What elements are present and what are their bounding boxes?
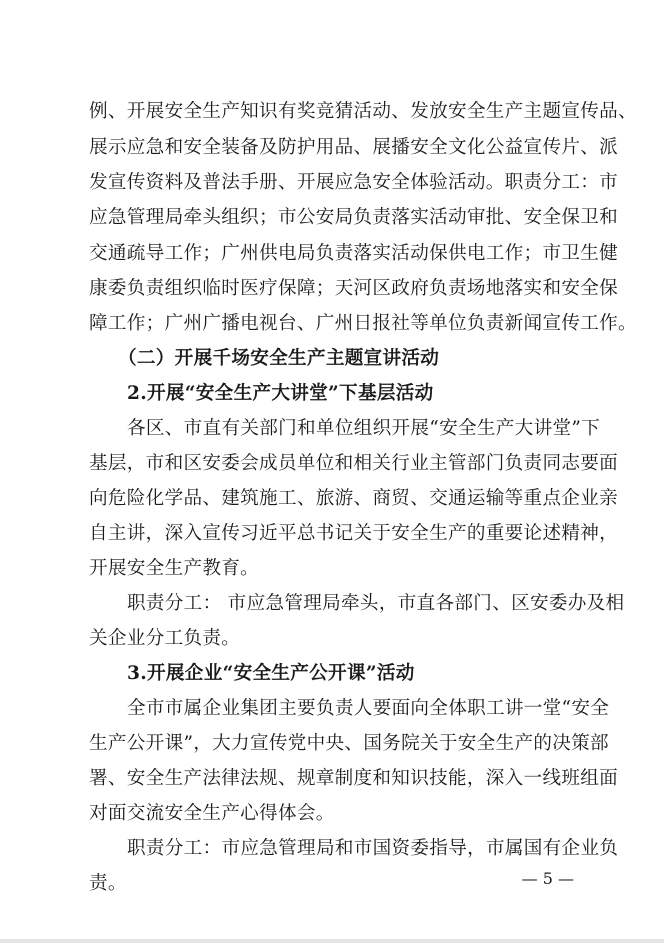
responsibility-text-2-cont: 责。 bbox=[89, 873, 127, 894]
body-text-line-8: 各区、市直有关部门和单位组织开展“安全生产大讲堂”下 bbox=[127, 418, 601, 439]
responsibility-text-1: 职责分工： 市应急管理局牵头，市直各部门、区安委办及相 bbox=[127, 593, 625, 614]
body-text-line-15: 署、安全生产法律法规、规章制度和知识技能，深入一线班组面 bbox=[89, 768, 619, 789]
body-text-line-1: 例、开展安全生产知识有奖竞猜活动、发放安全生产主题宣传品、 bbox=[89, 101, 637, 122]
section-heading: （二）开展千场安全生产主题宣讲活动 bbox=[118, 348, 440, 369]
body-text-line-9: 基层，市和区安委会成员单位和相关行业主管部门负责同志要面 bbox=[89, 453, 619, 474]
body-text-line-3: 发宣传资料及普法手册、开展应急安全体验活动。职责分工：市 bbox=[89, 172, 619, 193]
body-text-line-10: 向危险化学品、建筑施工、旅游、商贸、交通运输等重点企业亲 bbox=[89, 488, 619, 509]
body-text-line-16: 对面交流安全生产心得体会。 bbox=[89, 803, 335, 824]
body-text-line-12: 开展安全生产教育。 bbox=[89, 558, 260, 579]
body-text-line-13: 全市市属企业集团主要负责人要面向全体职工讲一堂“安全 bbox=[127, 698, 610, 719]
body-text-line-7: 障工作；广州广播电视台、广州日报社等单位负责新闻宣传工作。 bbox=[89, 313, 637, 334]
body-text-line-11: 自主讲，深入宣传习近平总书记关于安全生产的重要论述精神， bbox=[89, 523, 619, 544]
page-number: — 5 — bbox=[521, 869, 574, 888]
body-text-line-6: 康委负责组织临时医疗保障；天河区政府负责场地落实和安全保 bbox=[89, 278, 619, 299]
body-text-line-2: 展示应急和安全装备及防护用品、展播安全文化公益宣传片、派 bbox=[89, 137, 619, 158]
subsection-heading-2: 2.开展“安全生产大讲堂”下基层活动 bbox=[127, 383, 434, 404]
responsibility-text-2: 职责分工：市应急管理局和市国资委指导，市属国有企业负 bbox=[127, 838, 619, 859]
page-bottom-edge bbox=[0, 939, 664, 943]
subsection-heading-3: 3.开展企业“安全生产公开课”活动 bbox=[127, 663, 415, 684]
body-text-line-14: 生产公开课”，大力宣传党中央、国务院关于安全生产的决策部 bbox=[89, 733, 609, 754]
body-text-line-5: 交通疏导工作；广州供电局负责落实活动保供电工作；市卫生健 bbox=[89, 243, 619, 264]
responsibility-text-1-cont: 关企业分工负责。 bbox=[89, 628, 241, 649]
body-text-line-4: 应急管理局牵头组织；市公安局负责落实活动审批、安全保卫和 bbox=[89, 207, 619, 228]
